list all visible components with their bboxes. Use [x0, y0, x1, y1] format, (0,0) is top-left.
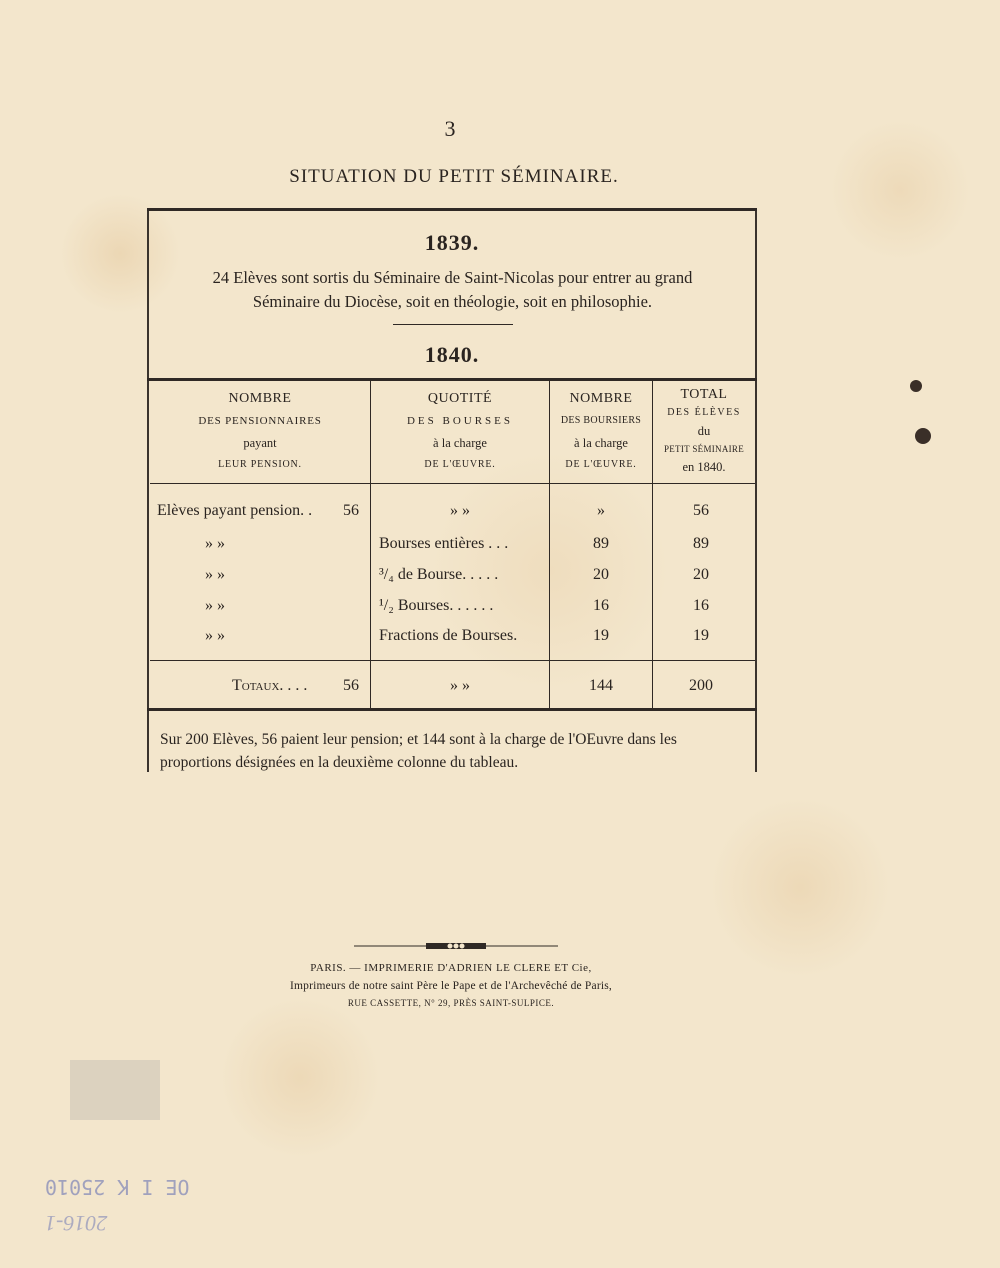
header-line: QUOTITÉ: [427, 391, 493, 406]
paragraph-1839: [155, 266, 750, 314]
printer-line3: RUE CASSETTE, N° 29, PRÈS SAINT-SULPICE.: [347, 998, 555, 1008]
header-line: TOTAL: [680, 387, 728, 402]
totals-rule: [150, 660, 755, 661]
totals-boursiers: 144: [589, 677, 613, 694]
row-label: » »: [205, 566, 225, 583]
page-title: SITUATION DU PETIT SÉMINAIRE.: [289, 166, 619, 187]
header-boursiers: [550, 388, 652, 476]
library-stamp: OE I K 25010: [45, 1175, 190, 1199]
table-header-rule: [147, 378, 757, 381]
row-label: » »: [205, 627, 225, 644]
row-boursiers: 89: [593, 535, 609, 552]
header-line: en 1840.: [682, 460, 726, 474]
row-total: 20: [693, 566, 709, 583]
ornament-divider: [354, 940, 558, 952]
row-total: 16: [693, 597, 709, 614]
row-boursiers: 19: [593, 627, 609, 644]
row-label: Elèves payant pension. .: [157, 502, 313, 519]
library-stamp-handwritten: 2016-1: [45, 1211, 108, 1236]
totals-label: Totaux. . . .: [232, 677, 308, 694]
row-boursiers: »: [597, 502, 605, 519]
header-line: DES ÉLÈVES: [667, 407, 741, 418]
year-1840: 1840.: [424, 342, 480, 367]
row-boursiers: 20: [593, 566, 609, 583]
row-total: 56: [693, 502, 709, 519]
separator: [393, 324, 513, 325]
tape-mark: [70, 1060, 160, 1120]
summary-paragraph: [160, 728, 748, 774]
summary-line2: proportions désignées en la deuxième colonne du tableau.: [160, 754, 519, 771]
row-quotite: ³/₄ de Bourse. . . . .: [379, 566, 499, 583]
row-quotite: » »: [450, 502, 470, 519]
row-total: 19: [693, 627, 709, 644]
paragraph-1839-line1: 24 Elèves sont sortis du Séminaire de Saint-Nicolas pour entrer au grand: [212, 268, 693, 287]
header-line: du: [697, 424, 711, 438]
page-number: 3: [444, 116, 456, 141]
header-quotite: [371, 388, 549, 476]
row-quotite: ¹/₂ Bourses. . . . . .: [379, 597, 494, 614]
header-pensionnaires: [150, 388, 370, 476]
row-count: 56: [343, 502, 359, 519]
header-line: à la charge: [433, 436, 487, 450]
printer-line1: PARIS. — IMPRIMERIE D'ADRIEN LE CLERE ET Cie,: [310, 962, 592, 974]
header-line: LEUR PENSION.: [218, 459, 302, 470]
header-line: payant: [243, 436, 277, 450]
totals-quotite: » »: [450, 677, 470, 694]
totals-count: 56: [343, 677, 359, 694]
header-line: DES BOURSES: [406, 415, 514, 427]
header-line: NOMBRE: [228, 391, 292, 406]
paragraph-1839-line2: Séminaire du Diocèse, soit en théologie, soit en philosophie.: [252, 292, 653, 311]
ink-spot: [910, 380, 922, 392]
header-line: DE L'ŒUVRE.: [565, 459, 637, 470]
header-line: PETIT SÉMINAIRE: [663, 444, 745, 454]
header-line: NOMBRE: [569, 391, 633, 406]
header-total: [653, 386, 755, 476]
table-bottom-rule: [147, 708, 757, 711]
row-boursiers: 16: [593, 597, 609, 614]
row-quotite: Fractions de Bourses.: [379, 627, 518, 644]
header-line: DES BOURSIERS: [560, 415, 642, 426]
row-label: » »: [205, 597, 225, 614]
printer-line2: Imprimeurs de notre saint Père le Pape et de l'Archevêché de Paris,: [289, 980, 613, 992]
top-rule: [147, 208, 757, 211]
row-quotite: Bourses entières . . .: [379, 535, 509, 552]
header-line: DES PENSIONNAIRES: [198, 415, 322, 427]
header-line: DE L'ŒUVRE.: [424, 459, 496, 470]
header-bottom-rule: [150, 483, 755, 484]
totals-total: 200: [689, 677, 713, 694]
row-total: 89: [693, 535, 709, 552]
ink-spot: [915, 428, 931, 444]
row-label: » »: [205, 535, 225, 552]
header-line: à la charge: [574, 436, 628, 450]
summary-line1: Sur 200 Elèves, 56 paient leur pension; et 144 sont à la charge de l'OEuvre dans les: [160, 731, 677, 748]
year-1839: 1839.: [424, 230, 480, 255]
